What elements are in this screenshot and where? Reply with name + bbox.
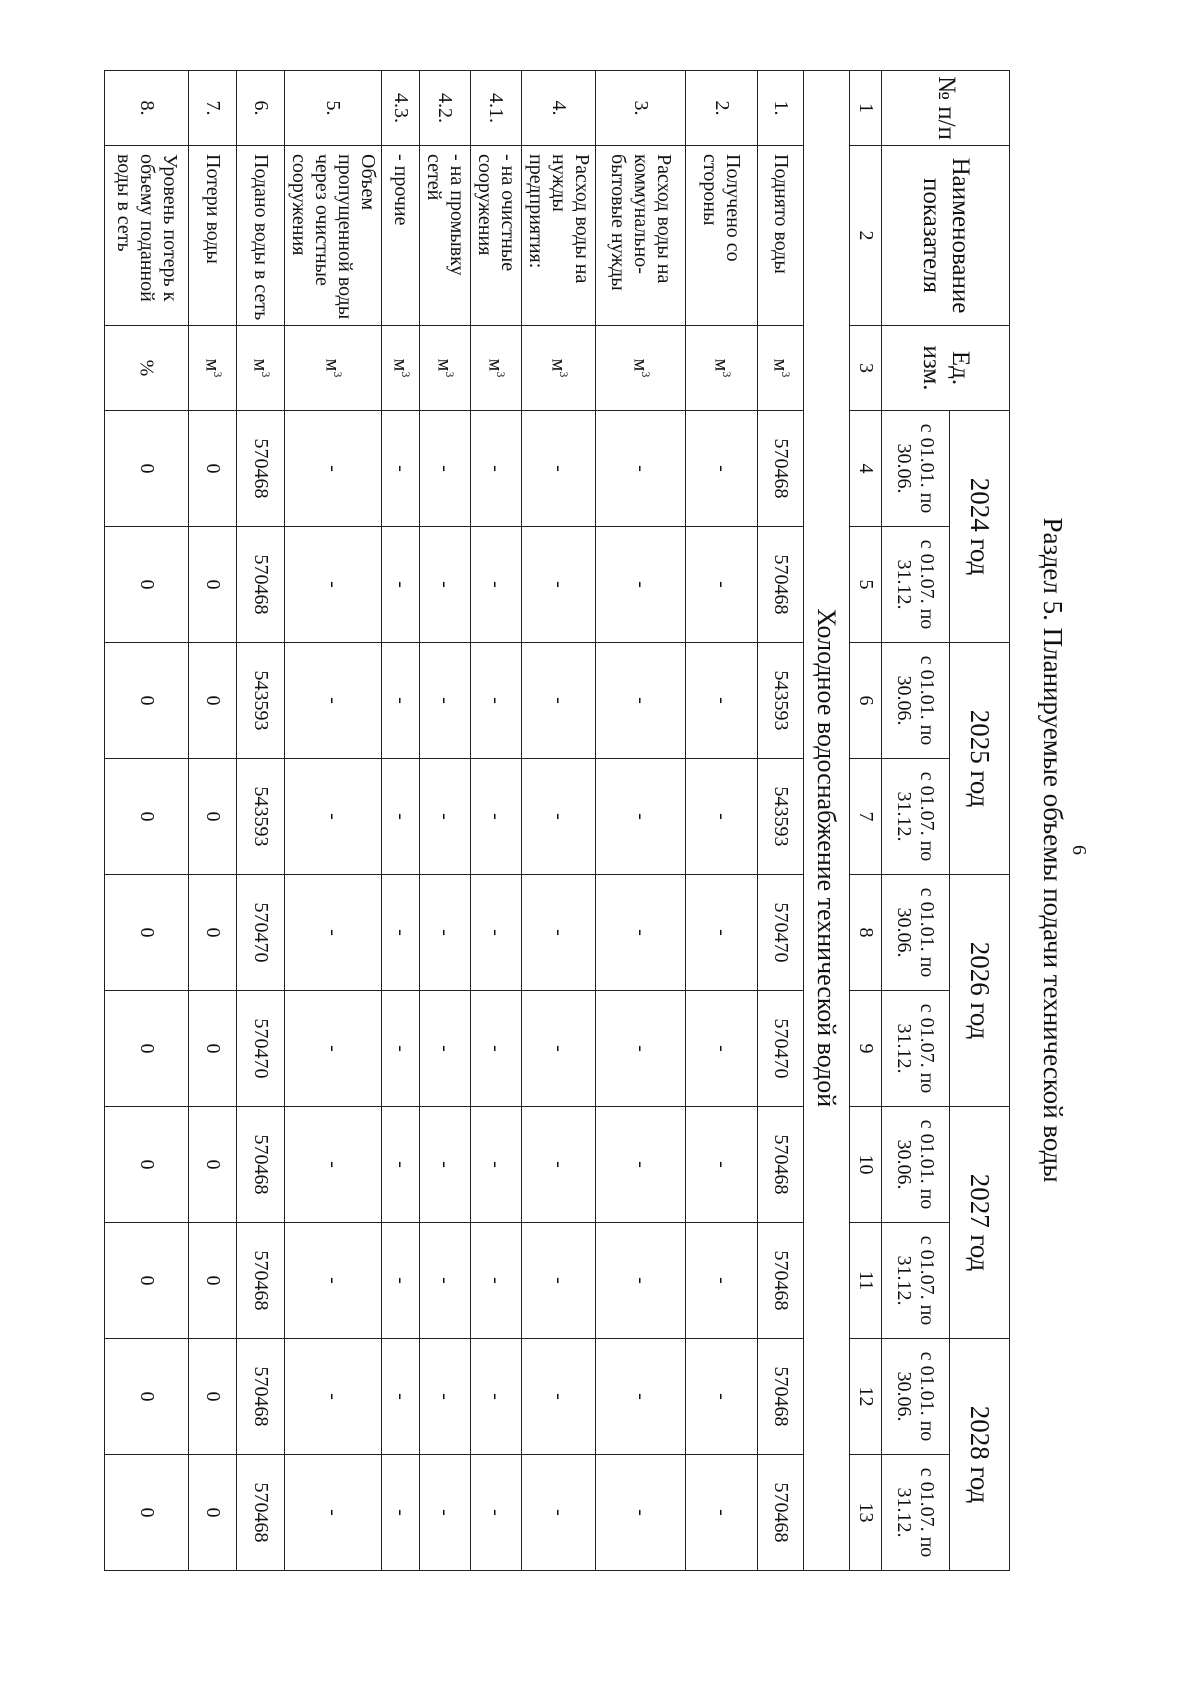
indicator-name: Расход воды на нужды предприятия:: [522, 146, 596, 326]
value-cell: 570468: [758, 411, 804, 527]
period-second: с 01.07. по 31.12.: [882, 991, 950, 1107]
value-cell: -: [522, 643, 596, 759]
value-cell: -: [522, 1455, 596, 1571]
unit-text: %: [135, 359, 158, 377]
unit-superscript: 3: [719, 371, 734, 378]
value-cell: -: [686, 411, 758, 527]
page-number: 6: [1068, 845, 1090, 855]
page-title: Раздел 5. Планируемые объемы подачи технической воды: [1038, 517, 1068, 1183]
table-row: [471, 71, 522, 1571]
value-cell: 570468: [758, 1107, 804, 1223]
value-cell: -: [285, 643, 382, 759]
col-number: 7: [850, 759, 882, 875]
indicator-name: - на промывку сетей: [420, 146, 471, 326]
value-cell: -: [420, 1455, 471, 1571]
value-cell: 570468: [758, 1455, 804, 1571]
unit-superscript: 3: [556, 371, 571, 378]
value-cell: 0: [189, 991, 237, 1107]
indicator-name: Потери воды: [189, 146, 237, 326]
unit-text: м: [249, 358, 272, 372]
value-cell: -: [686, 643, 758, 759]
value-cell: -: [686, 527, 758, 643]
table-row: [382, 71, 420, 1571]
value-cell: -: [382, 527, 420, 643]
value-cell: -: [471, 875, 522, 991]
value-cell: -: [522, 759, 596, 875]
value-cell: -: [285, 759, 382, 875]
value-cell: 0: [189, 527, 237, 643]
row-number: 2.: [686, 71, 758, 146]
value-cell: -: [596, 643, 686, 759]
value-cell: 0: [189, 1339, 237, 1455]
value-cell: 0: [105, 991, 189, 1107]
value-cell: -: [382, 1455, 420, 1571]
value-cell: -: [686, 1107, 758, 1223]
header-year-2024: 2024 год: [950, 411, 1010, 643]
value-cell: -: [596, 1223, 686, 1339]
unit-text: м: [547, 358, 570, 372]
value-cell: -: [686, 875, 758, 991]
value-cell: -: [382, 643, 420, 759]
row-number: 7.: [189, 71, 237, 146]
value-cell: -: [522, 411, 596, 527]
unit-cell: [285, 326, 382, 411]
value-cell: 0: [189, 1223, 237, 1339]
value-cell: -: [522, 991, 596, 1107]
section-title: Холодное водоснабжение технической водой: [804, 146, 850, 1571]
value-cell: -: [420, 759, 471, 875]
table-row: [758, 71, 804, 1571]
header-year-2025: 2025 год: [950, 643, 1010, 875]
period-second: с 01.07. по 31.12.: [882, 1223, 950, 1339]
value-cell: 0: [189, 875, 237, 991]
column-number-row: [850, 71, 882, 1571]
value-cell: -: [471, 991, 522, 1107]
header-year-2027: 2027 год: [950, 1107, 1010, 1339]
unit-text: м: [710, 358, 733, 372]
row-number: 3.: [596, 71, 686, 146]
value-cell: 570468: [758, 527, 804, 643]
value-cell: -: [522, 875, 596, 991]
value-cell: 0: [189, 643, 237, 759]
unit-text: м: [321, 358, 344, 372]
table-row: [237, 71, 285, 1571]
col-number: 4: [850, 411, 882, 527]
value-cell: 0: [189, 1107, 237, 1223]
col-number: 1: [850, 71, 882, 146]
period-first: с 01.01. по 30.06.: [882, 411, 950, 527]
value-cell: -: [596, 759, 686, 875]
table-row: [285, 71, 382, 1571]
value-cell: 0: [105, 411, 189, 527]
unit-cell: [382, 326, 420, 411]
value-cell: -: [471, 1223, 522, 1339]
header-num: № п/п: [882, 71, 1010, 146]
col-number: 12: [850, 1339, 882, 1455]
unit-cell: [686, 326, 758, 411]
value-cell: -: [686, 1223, 758, 1339]
value-cell: 0: [105, 875, 189, 991]
period-second: с 01.07. по 31.12.: [882, 759, 950, 875]
unit-cell: [758, 326, 804, 411]
value-cell: -: [686, 1455, 758, 1571]
value-cell: -: [382, 759, 420, 875]
indicator-name: Расход воды на коммунально-бытовые нужды: [596, 146, 686, 326]
value-cell: -: [522, 527, 596, 643]
row-number: 4.: [522, 71, 596, 146]
value-cell: -: [420, 875, 471, 991]
value-cell: 0: [189, 759, 237, 875]
value-cell: -: [686, 1339, 758, 1455]
value-cell: -: [382, 1339, 420, 1455]
row-number: 5.: [285, 71, 382, 146]
water-volume-table: [104, 70, 1010, 1571]
unit-cell: [420, 326, 471, 411]
unit-superscript: 3: [494, 371, 509, 378]
period-first: с 01.01. по 30.06.: [882, 1339, 950, 1455]
unit-text: м: [389, 358, 412, 372]
value-cell: 0: [105, 643, 189, 759]
value-cell: -: [686, 991, 758, 1107]
col-number: 6: [850, 643, 882, 759]
value-cell: -: [285, 1223, 382, 1339]
value-cell: -: [522, 1223, 596, 1339]
indicator-name: - на очистные сооружения: [471, 146, 522, 326]
unit-cell: [237, 326, 285, 411]
value-cell: -: [382, 411, 420, 527]
col-number: 3: [850, 326, 882, 411]
unit-text: м: [433, 358, 456, 372]
value-cell: -: [285, 875, 382, 991]
value-cell: 0: [105, 1223, 189, 1339]
header-name: Наименование показателя: [882, 146, 1010, 326]
row-number: 4.3.: [382, 71, 420, 146]
row-number: 4.1.: [471, 71, 522, 146]
table-row: [596, 71, 686, 1571]
value-cell: -: [471, 759, 522, 875]
col-number: 11: [850, 1223, 882, 1339]
value-cell: 0: [105, 527, 189, 643]
row-number: 1.: [758, 71, 804, 146]
value-cell: 570468: [237, 1339, 285, 1455]
value-cell: -: [420, 991, 471, 1107]
value-cell: -: [382, 1107, 420, 1223]
unit-superscript: 3: [331, 371, 346, 378]
value-cell: 570468: [758, 1223, 804, 1339]
value-cell: 570468: [237, 1455, 285, 1571]
value-cell: -: [471, 527, 522, 643]
col-number: 8: [850, 875, 882, 991]
unit-cell: [105, 326, 189, 411]
indicator-name: Поднято воды: [758, 146, 804, 326]
value-cell: 543593: [237, 643, 285, 759]
period-first: с 01.01. по 30.06.: [882, 643, 950, 759]
table-row: [189, 71, 237, 1571]
value-cell: 543593: [237, 759, 285, 875]
value-cell: -: [686, 759, 758, 875]
header-unit: Ед. изм.: [882, 326, 1010, 411]
value-cell: -: [420, 1107, 471, 1223]
value-cell: -: [596, 1339, 686, 1455]
value-cell: -: [285, 1455, 382, 1571]
unit-cell: [596, 326, 686, 411]
value-cell: -: [471, 411, 522, 527]
value-cell: -: [596, 527, 686, 643]
value-cell: -: [285, 1339, 382, 1455]
rotated-page: [100, 30, 1180, 1670]
value-cell: -: [596, 875, 686, 991]
row-number: 6.: [237, 71, 285, 146]
value-cell: 570470: [758, 875, 804, 991]
table-row: [686, 71, 758, 1571]
table-row: [420, 71, 471, 1571]
period-second: с 01.07. по 31.12.: [882, 1455, 950, 1571]
value-cell: 570468: [237, 527, 285, 643]
period-first: с 01.01. по 30.06.: [882, 1107, 950, 1223]
value-cell: 0: [189, 1455, 237, 1571]
value-cell: 0: [105, 1339, 189, 1455]
value-cell: -: [420, 527, 471, 643]
indicator-name: Подано воды в сеть: [237, 146, 285, 326]
value-cell: 570470: [237, 991, 285, 1107]
value-cell: 570468: [237, 1107, 285, 1223]
value-cell: -: [285, 527, 382, 643]
row-number: 8.: [105, 71, 189, 146]
value-cell: -: [420, 643, 471, 759]
period-second: с 01.07. по 31.12.: [882, 527, 950, 643]
value-cell: -: [420, 1339, 471, 1455]
value-cell: -: [420, 1223, 471, 1339]
unit-cell: [189, 326, 237, 411]
value-cell: -: [471, 1455, 522, 1571]
col-number: 5: [850, 527, 882, 643]
value-cell: 0: [105, 1455, 189, 1571]
value-cell: 543593: [758, 759, 804, 875]
table-row: [522, 71, 596, 1571]
unit-text: м: [484, 358, 507, 372]
value-cell: 0: [105, 759, 189, 875]
col-number: 10: [850, 1107, 882, 1223]
col-number: 9: [850, 991, 882, 1107]
value-cell: -: [471, 643, 522, 759]
value-cell: -: [285, 1107, 382, 1223]
value-cell: 0: [189, 411, 237, 527]
unit-text: м: [769, 358, 792, 372]
value-cell: 570468: [237, 411, 285, 527]
indicator-name: Получено со стороны: [686, 146, 758, 326]
value-cell: -: [471, 1107, 522, 1223]
value-cell: -: [522, 1107, 596, 1223]
value-cell: -: [471, 1339, 522, 1455]
value-cell: 570470: [758, 991, 804, 1107]
header-year-2026: 2026 год: [950, 875, 1010, 1107]
value-cell: -: [285, 991, 382, 1107]
unit-text: м: [629, 358, 652, 372]
unit-superscript: 3: [638, 371, 653, 378]
period-first: с 01.01. по 30.06.: [882, 875, 950, 991]
value-cell: -: [382, 1223, 420, 1339]
unit-superscript: 3: [778, 371, 793, 378]
col-number: 13: [850, 1455, 882, 1571]
value-cell: 570468: [758, 1339, 804, 1455]
unit-superscript: 3: [210, 371, 225, 378]
value-cell: -: [382, 991, 420, 1107]
unit-superscript: 3: [398, 371, 413, 378]
value-cell: 543593: [758, 643, 804, 759]
value-cell: -: [596, 1455, 686, 1571]
value-cell: -: [596, 991, 686, 1107]
value-cell: 570470: [237, 875, 285, 991]
value-cell: -: [382, 875, 420, 991]
value-cell: 570468: [237, 1223, 285, 1339]
indicator-name: - прочие: [382, 146, 420, 326]
value-cell: -: [596, 1107, 686, 1223]
indicator-name: Уровень потерь к объему поданной воды в сеть: [105, 146, 189, 326]
value-cell: 0: [105, 1107, 189, 1223]
unit-text: м: [201, 358, 224, 372]
indicator-name: Объем пропущенной воды через очистные сооружения: [285, 146, 382, 326]
value-cell: -: [522, 1339, 596, 1455]
unit-cell: [471, 326, 522, 411]
unit-cell: [522, 326, 596, 411]
unit-superscript: 3: [443, 371, 458, 378]
table-row: [105, 71, 189, 1571]
value-cell: -: [596, 411, 686, 527]
value-cell: -: [285, 411, 382, 527]
header-year-2028: 2028 год: [950, 1339, 1010, 1571]
row-number: 4.2.: [420, 71, 471, 146]
value-cell: -: [420, 411, 471, 527]
unit-superscript: 3: [258, 371, 273, 378]
col-number: 2: [850, 146, 882, 326]
